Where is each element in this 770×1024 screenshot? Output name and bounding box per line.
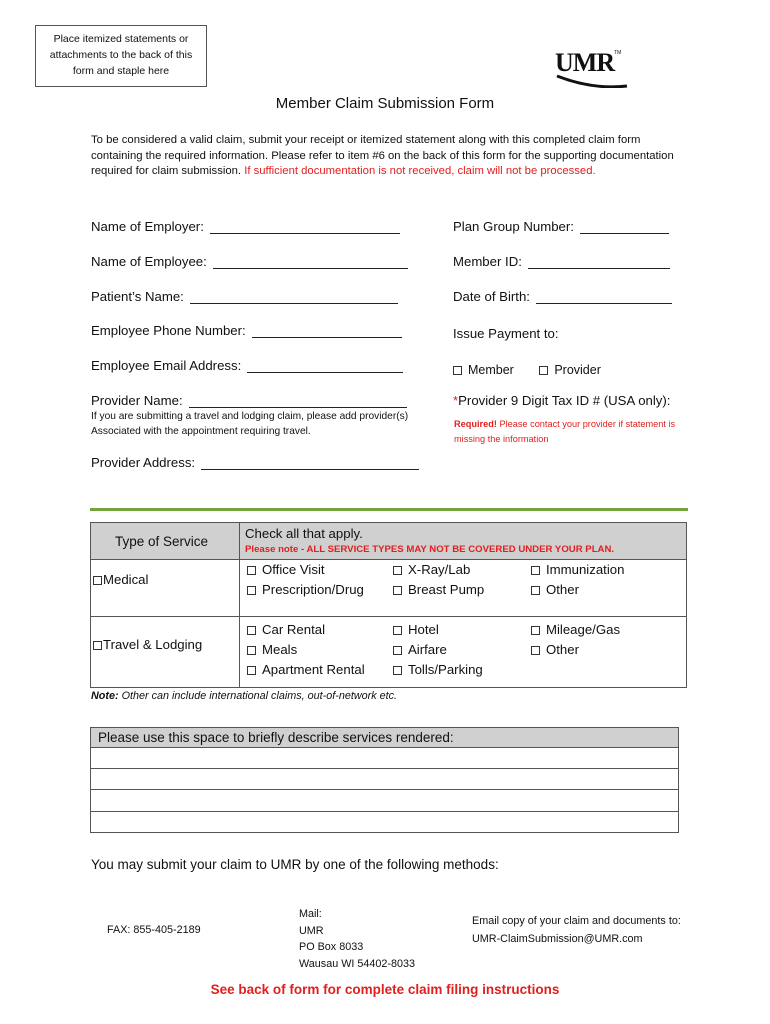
airfare-option[interactable] bbox=[393, 642, 447, 657]
airfare-label: Airfare bbox=[408, 642, 447, 657]
member-id-line[interactable] bbox=[528, 254, 670, 269]
service-type-table bbox=[90, 522, 687, 688]
employee-email-field[interactable] bbox=[91, 358, 403, 373]
coverage-note-header: Please note - ALL SERVICE TYPES MAY NOT BE COVERED UNDER YOUR PLAN. bbox=[245, 544, 615, 555]
medical-other-option[interactable] bbox=[531, 582, 579, 597]
table-note-label: Note: bbox=[91, 690, 119, 702]
intro-text: To be considered a valid claim, submit your receipt or itemized statement along with this completed claim form containing the required information. Please refer to item #6 on the back of this form for the supporting documentation required for claim submission. bbox=[91, 134, 674, 177]
mileage-gas-option[interactable] bbox=[531, 622, 620, 637]
hotel-checkbox[interactable] bbox=[393, 626, 402, 635]
car-rental-checkbox[interactable] bbox=[247, 626, 256, 635]
payment-member-checkbox[interactable] bbox=[453, 366, 462, 375]
description-row-line bbox=[91, 789, 678, 790]
check-all-header: Check all that apply. bbox=[245, 526, 363, 541]
date-of-birth-line[interactable] bbox=[536, 289, 672, 304]
employee-email-line[interactable] bbox=[247, 358, 403, 373]
travel-lodging-checkbox[interactable] bbox=[93, 641, 102, 650]
payment-member-label: Member bbox=[468, 363, 514, 377]
breast-pump-label: Breast Pump bbox=[408, 582, 485, 597]
logo-swoosh-icon bbox=[555, 74, 629, 88]
staple-note-line: Place itemized statements or bbox=[53, 33, 189, 45]
payment-options bbox=[453, 363, 601, 377]
intro-warning: If sufficient documentation is not received, claim will not be processed. bbox=[244, 165, 596, 177]
employee-name-field[interactable] bbox=[91, 254, 408, 269]
issue-payment-label: Issue Payment to: bbox=[453, 326, 559, 341]
description-header: Please use this space to briefly describe services rendered: bbox=[91, 728, 678, 748]
immunization-option[interactable] bbox=[531, 562, 624, 577]
table-column-divider bbox=[239, 523, 240, 687]
employee-email-label: Employee Email Address: bbox=[91, 358, 242, 373]
logo-wordmark: UMR bbox=[555, 48, 615, 77]
employee-name-line[interactable] bbox=[213, 254, 408, 269]
staple-instructions-box bbox=[35, 25, 207, 87]
provider-note: If you are submitting a travel and lodging claim, please add provider(s) Associated with the appointment requiring travel. bbox=[91, 411, 409, 437]
plan-group-number-label: Plan Group Number: bbox=[453, 219, 574, 234]
travel-lodging-service-option[interactable] bbox=[93, 637, 202, 652]
member-id-field[interactable] bbox=[453, 254, 670, 269]
employee-name-label: Name of Employee: bbox=[91, 254, 207, 269]
travel-other-label: Other bbox=[546, 642, 579, 657]
employee-phone-label: Employee Phone Number: bbox=[91, 323, 246, 338]
xray-lab-checkbox[interactable] bbox=[393, 566, 402, 575]
provider-name-field[interactable] bbox=[91, 393, 407, 408]
employer-name-label: Name of Employer: bbox=[91, 219, 204, 234]
employer-name-line[interactable] bbox=[210, 219, 400, 234]
office-visit-label: Office Visit bbox=[262, 562, 325, 577]
immunization-checkbox[interactable] bbox=[531, 566, 540, 575]
meals-label: Meals bbox=[262, 642, 298, 657]
submission-methods-title: You may submit your claim to UMR by one of the following methods: bbox=[91, 857, 499, 872]
provider-address-line[interactable] bbox=[201, 455, 419, 470]
medical-label: Medical bbox=[103, 572, 149, 587]
provider-address-field[interactable] bbox=[91, 455, 419, 470]
patient-name-field[interactable] bbox=[91, 289, 398, 304]
payment-member-option[interactable] bbox=[453, 363, 514, 377]
breast-pump-option[interactable] bbox=[393, 582, 484, 597]
apartment-rental-option[interactable] bbox=[247, 662, 365, 677]
provider-name-line[interactable] bbox=[189, 393, 407, 408]
medical-service-option[interactable] bbox=[93, 572, 148, 587]
staple-note-line: attachments to the back of this bbox=[49, 49, 193, 61]
mileage-gas-label: Mileage/Gas bbox=[546, 622, 621, 637]
travel-other-checkbox[interactable] bbox=[531, 646, 540, 655]
fax-number: FAX: 855-405-2189 bbox=[107, 924, 201, 936]
patient-name-line[interactable] bbox=[190, 289, 398, 304]
tax-required-note bbox=[454, 417, 684, 447]
date-of-birth-label: Date of Birth: bbox=[453, 289, 530, 304]
apartment-rental-checkbox[interactable] bbox=[247, 666, 256, 675]
mail-label: Mail: bbox=[299, 908, 322, 920]
breast-pump-checkbox[interactable] bbox=[393, 586, 402, 595]
type-of-service-header: Type of Service bbox=[115, 534, 209, 549]
table-note-text: Other can include international claims, out-of-network etc. bbox=[121, 690, 398, 702]
mail-line: PO Box 8033 bbox=[299, 941, 364, 953]
email-submission bbox=[472, 912, 681, 948]
email-label: Email copy of your claim and documents to: bbox=[472, 915, 681, 927]
tax-id-label[interactable]: * Provider 9 Digit Tax ID # (USA only): bbox=[453, 393, 671, 408]
xray-lab-label: X-Ray/Lab bbox=[408, 562, 471, 577]
mileage-gas-checkbox[interactable] bbox=[531, 626, 540, 635]
member-id-label: Member ID: bbox=[453, 254, 522, 269]
staple-note-line: form and staple here bbox=[72, 65, 170, 77]
table-row-divider bbox=[91, 616, 686, 617]
provider-address-label: Provider Address: bbox=[91, 455, 196, 470]
section-divider bbox=[90, 508, 688, 511]
car-rental-option[interactable] bbox=[247, 622, 325, 637]
hotel-label: Hotel bbox=[408, 622, 439, 637]
meals-option[interactable] bbox=[247, 642, 297, 657]
plan-group-number-line[interactable] bbox=[580, 219, 669, 234]
mail-address bbox=[299, 906, 415, 972]
travel-other-option[interactable] bbox=[531, 642, 579, 657]
office-visit-option[interactable] bbox=[247, 562, 325, 577]
logo-trademark: TM bbox=[614, 50, 622, 56]
xray-lab-option[interactable] bbox=[393, 562, 470, 577]
description-table[interactable] bbox=[90, 727, 679, 833]
footer-instructions: See back of form for complete claim filing instructions bbox=[210, 982, 560, 997]
provider-name-label: Provider Name: bbox=[91, 393, 183, 408]
tax-id-text: Provider 9 Digit Tax ID # (USA only): bbox=[458, 393, 671, 408]
intro-paragraph bbox=[91, 133, 681, 180]
table-note bbox=[91, 690, 397, 702]
prescription-drug-checkbox[interactable] bbox=[247, 586, 256, 595]
tolls-parking-label: Tolls/Parking bbox=[408, 662, 483, 677]
employer-name-field[interactable] bbox=[91, 219, 400, 234]
description-row-line bbox=[91, 768, 678, 769]
medical-other-checkbox[interactable] bbox=[531, 586, 540, 595]
description-row-line bbox=[91, 811, 678, 812]
tolls-parking-option[interactable] bbox=[393, 662, 483, 677]
date-of-birth-field[interactable] bbox=[453, 289, 672, 304]
plan-group-number-field[interactable] bbox=[453, 219, 669, 234]
tax-required-label: Required! bbox=[454, 419, 497, 429]
employee-phone-field[interactable] bbox=[91, 323, 402, 338]
payment-provider-label: Provider bbox=[554, 363, 601, 377]
medical-checkbox[interactable] bbox=[93, 576, 102, 585]
mail-line: UMR bbox=[299, 924, 324, 937]
prescription-drug-option[interactable] bbox=[247, 582, 364, 597]
tax-required-text: Please contact your provider if statement is missing the information bbox=[454, 419, 676, 444]
meals-checkbox[interactable] bbox=[247, 646, 256, 655]
medical-other-label: Other bbox=[546, 582, 579, 597]
payment-provider-option[interactable] bbox=[539, 363, 601, 377]
travel-lodging-label: Travel & Lodging bbox=[103, 637, 203, 652]
umr-logo bbox=[555, 50, 633, 94]
apartment-rental-label: Apartment Rental bbox=[262, 662, 365, 677]
office-visit-checkbox[interactable] bbox=[247, 566, 256, 575]
employee-phone-line[interactable] bbox=[252, 323, 402, 338]
patient-name-label: Patient’s Name: bbox=[91, 289, 184, 304]
payment-provider-checkbox[interactable] bbox=[539, 366, 548, 375]
airfare-checkbox[interactable] bbox=[393, 646, 402, 655]
car-rental-label: Car Rental bbox=[262, 622, 326, 637]
email-address[interactable]: UMR-ClaimSubmission@UMR.com bbox=[472, 933, 643, 945]
prescription-drug-label: Prescription/Drug bbox=[262, 582, 364, 597]
tolls-parking-checkbox[interactable] bbox=[393, 666, 402, 675]
immunization-label: Immunization bbox=[546, 562, 625, 577]
page-title: Member Claim Submission Form bbox=[275, 95, 495, 112]
hotel-option[interactable] bbox=[393, 622, 439, 637]
mail-line: Wausau WI 54402-8033 bbox=[299, 957, 416, 970]
